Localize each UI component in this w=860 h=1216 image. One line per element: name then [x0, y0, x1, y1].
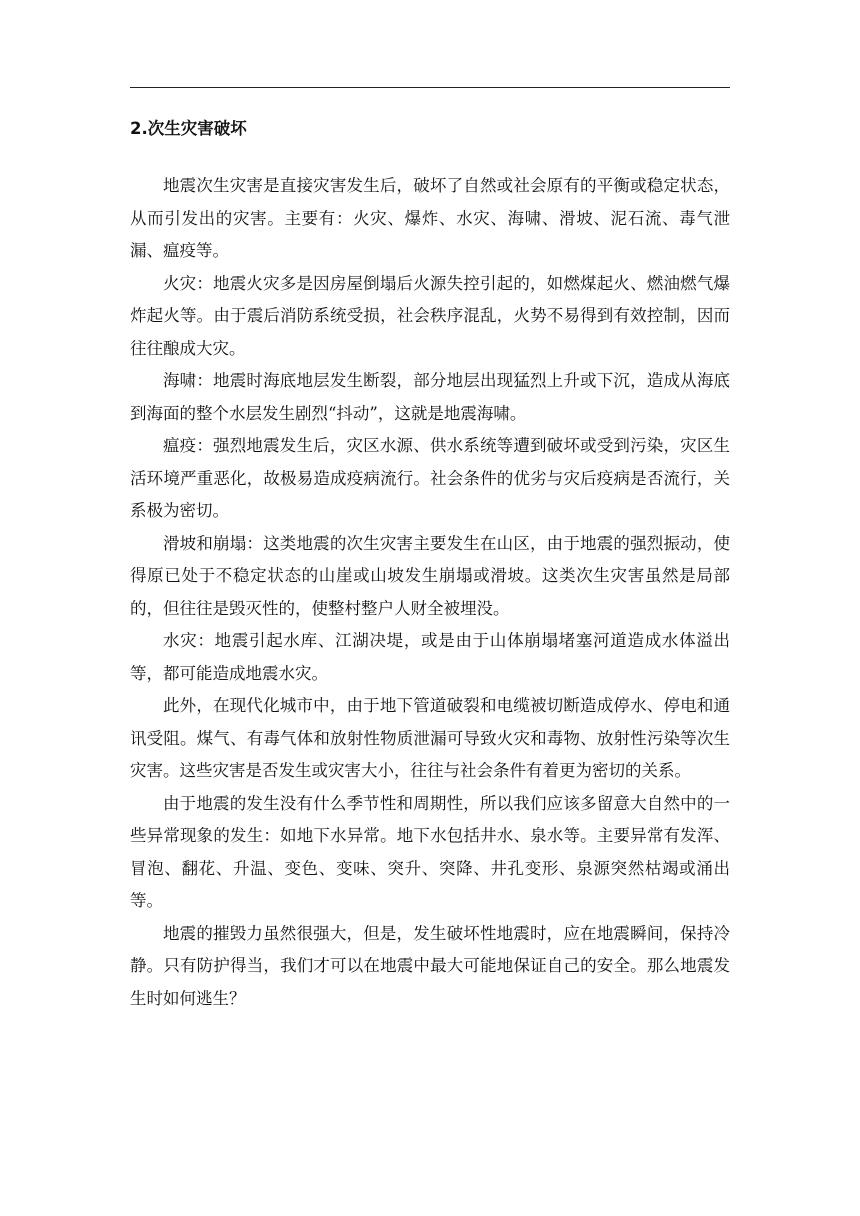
paragraph-tsunami: 海啸：地震时海底地层发生断裂，部分地层出现猛烈上升或下沉，造成从海底到海面的整个水层发生剧烈“抖动”，这就是地震海啸。	[130, 371, 730, 423]
paragraph-landslide: 滑坡和崩塌：这类地震的次生灾害主要发生在山区，由于地震的强烈振动，使得原已处于不稳定状态的山崖或山坡发生崩塌或滑坡。这类次生灾害虽然是局部的，但往往是毁灭性的，使整村整户人财全被埋没。	[130, 533, 730, 618]
paragraph-flood: 水灾：地震引起水库、江湖决堤，或是由于山体崩塌堵塞河道造成水体溢出等，都可能造成地震水灾。	[130, 631, 730, 683]
paragraph-groundwater: 由于地震的发生没有什么季节性和周期性，所以我们应该多留意大自然中的一些异常现象的发生：如地下水异常。地下水包括井水、泉水等。主要异常有发浑、冒泡、翻花、升温、变色、变味、突升、突降、井孔变形、泉源突然枯竭或涌出等。	[130, 793, 730, 910]
body-text	[130, 170, 730, 1015]
paragraph-intro: 地震次生灾害是直接灾害发生后，破坏了自然或社会原有的平衡或稳定状态，从而引发出的灾害。主要有：火灾、爆炸、水灾、海啸、滑坡、泥石流、毒气泄漏、瘟疫等。	[130, 176, 730, 260]
section-heading: 2.次生灾害破坏	[130, 119, 247, 138]
paragraph-escape: 地震的摧毁力虽然很强大，但是，发生破坏性地震时，应在地震瞬间，保持冷静。只有防护得当，我们才可以在地震中最大可能地保证自己的安全。那么地震发生时如何逃生？	[130, 923, 730, 1008]
paragraph-urban: 此外，在现代化城市中，由于地下管道破裂和电缆被切断造成停水、停电和通讯受阻。煤气、有毒气体和放射性物质泄漏可导致火灾和毒物、放射性污染等次生灾害。这些灾害是否发生或灾害大小，往往与社会条件有着更为密切的关系。	[130, 696, 730, 780]
paragraph-fire: 火灾：地震火灾多是因房屋倒塌后火源失控引起的，如燃煤起火、燃油燃气爆炸起火等。由于震后消防系统受损，社会秩序混乱，火势不易得到有效控制，因而往往酿成大灾。	[130, 273, 730, 358]
paragraph-plague: 瘟疫：强烈地震发生后，灾区水源、供水系统等遭到破坏或受到污染，灾区生活环境严重恶化，故极易造成疫病流行。社会条件的优劣与灾后疫病是否流行，关系极为密切。	[130, 436, 730, 520]
header-rule	[130, 87, 730, 88]
